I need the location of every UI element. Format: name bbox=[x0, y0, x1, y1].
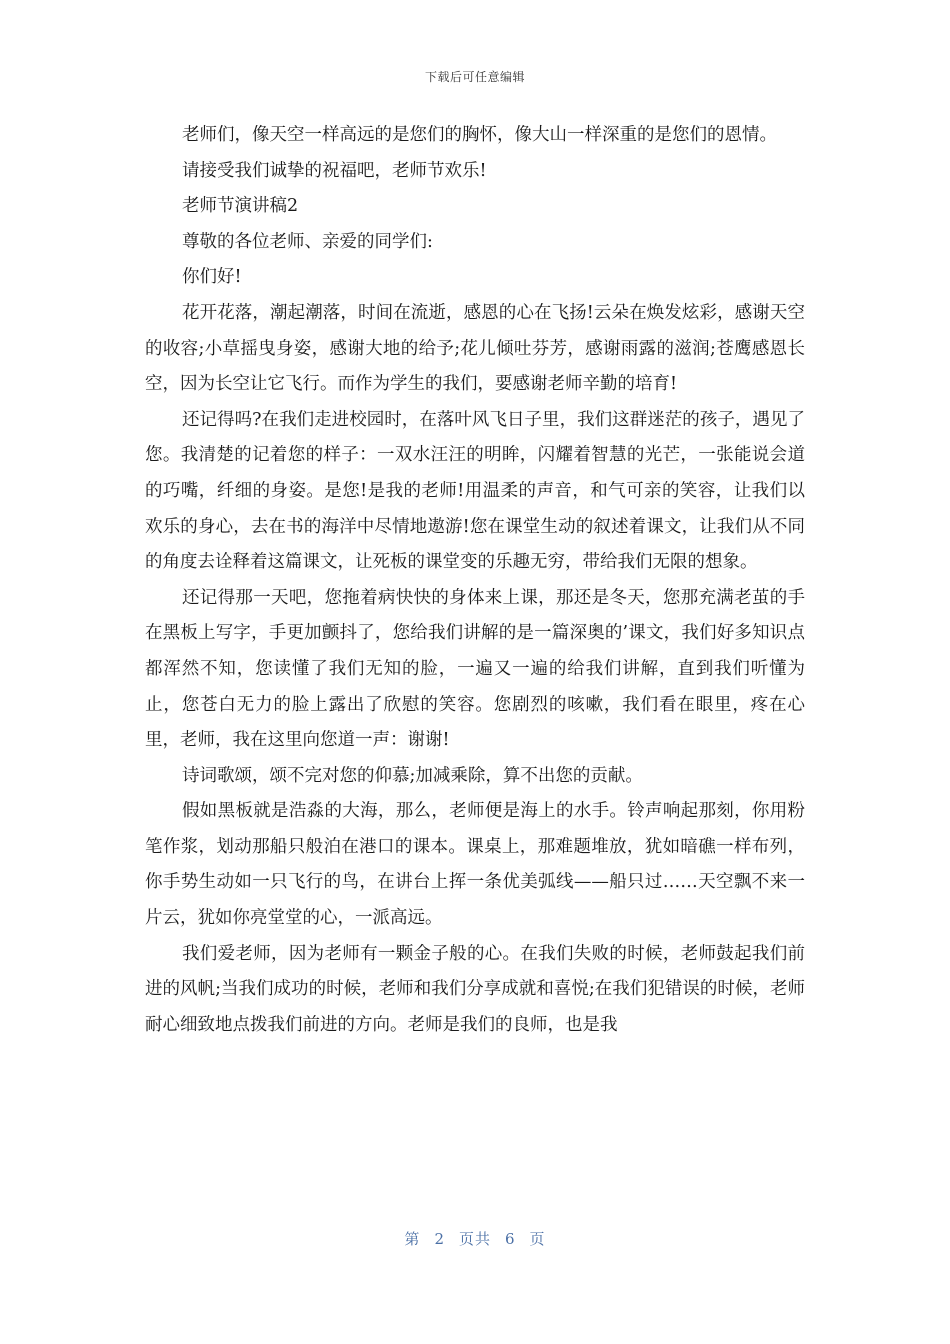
document-body bbox=[145, 118, 805, 1043]
paragraph: 还记得吗?在我们走进校园时，在落叶风飞日子里，我们这群迷茫的孩子，遇见了您。我清楚的记着您的样子：一双水汪汪的明眸，闪耀着智慧的光芒，一张能说会道的巧嘴，纤细的身姿。是您!是我的老师!用温柔的声音，和气可亲的笑容，让我们以欢乐的身心，去在书的海洋中尽情地遨游!您在课堂生动的叙述着课文，让我们从不同的角度去诠释着这篇课文，让死板的课堂变的乐趣无穷，带给我们无限的想象。 bbox=[145, 409, 805, 573]
total-pages-number: 6 bbox=[505, 1230, 516, 1248]
footer-suffix: 页 bbox=[529, 1230, 546, 1248]
paragraph: 诗词歌颂，颂不完对您的仰慕;加减乘除，算不出您的贡献。 bbox=[182, 765, 643, 786]
salutation: 尊敬的各位老师、亲爱的同学们: bbox=[182, 231, 433, 252]
page-number-footer bbox=[0, 1228, 950, 1249]
footer-prefix: 第 bbox=[404, 1230, 421, 1248]
paragraph: 假如黑板就是浩淼的大海，那么，老师便是海上的水手。铃声响起那刻，你用粉笔作浆，划动那船只般泊在港口的课本。课桌上，那难题堆放，犹如暗礁一样布列，你手势生动如一只飞行的鸟，在讲台上挥一条优美弧线——船只过……天空飘不来一片云，犹如你亮堂堂的心，一派高远。 bbox=[145, 801, 805, 929]
current-page-number: 2 bbox=[434, 1230, 445, 1248]
page-header-note: 下载后可任意编辑 bbox=[424, 70, 525, 84]
paragraph: 请接受我们诚挚的祝福吧，老师节欢乐! bbox=[182, 160, 487, 181]
paragraph: 花开花落，潮起潮落，时间在流逝，感恩的心在飞扬!云朵在焕发炫彩，感谢天空的收容;小草摇曳身姿，感谢大地的给予;花儿倾吐芬芳，感谢雨露的滋润;苍鹰感恩长空，因为长空让它飞行。而作为学生的我们，要感谢老师辛勤的培育! bbox=[145, 302, 805, 395]
paragraph: 老师们，像天空一样高远的是您们的胸怀，像大山一样深重的是您们的恩情。 bbox=[182, 125, 777, 145]
greeting: 你们好! bbox=[182, 267, 242, 288]
section-title: 老师节演讲稿2 bbox=[182, 196, 299, 217]
paragraph: 还记得那一天吧，您拖着病快快的身体来上课，那还是冬天，您那充满老茧的手在黑板上写字，手更加颤抖了，您给我们讲解的是一篇深奥的’课文，我们好多知识点都浑然不知，您读懂了我们无知的脸，一遍又一遍的给我们讲解，直到我们听懂为止，您苍白无力的脸上露出了欣慰的笑容。您剧烈的咳嗽，我们看在眼里，疼在心里，老师，我在这里向您道一声：谢谢! bbox=[145, 587, 805, 751]
paragraph: 我们爱老师，因为老师有一颗金子般的心。在我们失败的时候，老师鼓起我们前进的风帆;当我们成功的时候，老师和我们分享成就和喜悦;在我们犯错误的时候，老师耐心细致地点拨我们前进的方向。老师是我们的良师，也是我 bbox=[145, 943, 805, 1035]
footer-mid: 页共 bbox=[458, 1230, 491, 1248]
